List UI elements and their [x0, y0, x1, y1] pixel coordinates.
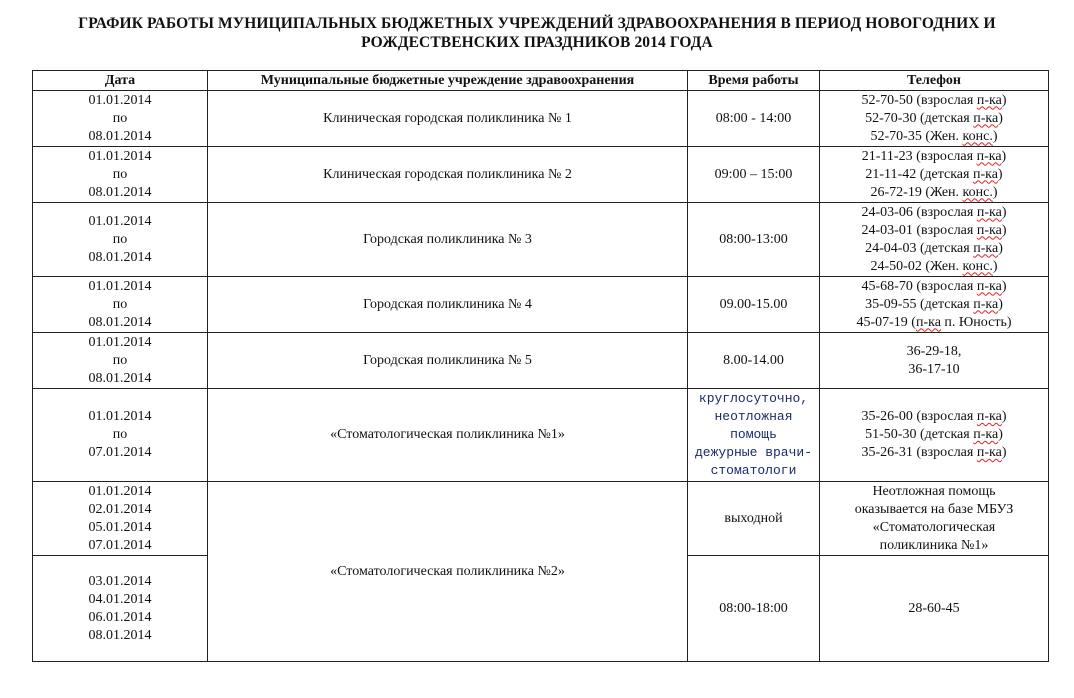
hours-cell: 09.00-15.00	[688, 277, 820, 333]
phone-line: 35-26-31 (взрослая п-ка)	[861, 445, 1007, 460]
table-row	[33, 333, 1049, 389]
phone-cell	[820, 277, 1049, 333]
table-header-row	[33, 71, 1049, 91]
hours-cell: 09:00 – 15:00	[688, 147, 820, 203]
document-title	[0, 14, 1074, 52]
phone-cell	[820, 389, 1049, 482]
hours-cell: 08:00-13:00	[688, 203, 820, 277]
hours-cell: 08:00 - 14:00	[688, 91, 820, 147]
header-institution: Муниципальные бюджетные учреждение здравоохранения	[208, 71, 688, 91]
phone-cell	[820, 147, 1049, 203]
phone-line: 52-70-50 (взрослая п-ка)	[861, 92, 1007, 108]
date-cell: 01.01.2014 02.01.2014 05.01.2014 07.01.2014	[33, 482, 208, 556]
title-line-2: РОЖДЕСТВЕНСКИХ ПРАЗДНИКОВ 2014 ГОДА	[361, 34, 713, 51]
hours-cell: выходной	[688, 482, 820, 556]
institution-cell: «Стоматологическая поликлиника №1»	[208, 389, 688, 482]
phone-line: 45-68-70 (взрослая п-ка)	[861, 278, 1007, 294]
phone-line: 51-50-30 (детская п-ка)	[865, 427, 1003, 442]
institution-cell: Городская поликлиника № 5	[208, 333, 688, 389]
header-phone: Телефон	[820, 71, 1049, 91]
phone-cell	[820, 91, 1049, 147]
institution-cell: Клиническая городская поликлиника № 1	[208, 91, 688, 147]
table-row	[33, 203, 1049, 277]
phone-line: 24-03-06 (взрослая п-ка)	[861, 204, 1007, 220]
phone-cell	[820, 203, 1049, 277]
table-row	[33, 482, 1049, 556]
header-date: Дата	[33, 71, 208, 91]
hours-cell: 8.00-14.00	[688, 333, 820, 389]
table-row	[33, 91, 1049, 147]
date-cell: 01.01.2014 по 08.01.2014	[33, 277, 208, 333]
phone-cell: Неотложная помощь оказывается на базе МБУЗ «Стоматологическая поликлиника №1»	[820, 482, 1049, 556]
phone-line: 35-09-55 (детская п-ка)	[865, 296, 1003, 312]
hours-cell: 08:00-18:00	[688, 556, 820, 662]
hours-cell: круглосуточно, неотложная помощь дежурные врачи- стоматологи	[688, 389, 820, 482]
institution-cell: «Стоматологическая поликлиника №2»	[208, 482, 688, 662]
schedule-table	[32, 70, 1049, 662]
date-cell: 01.01.2014 по 07.01.2014	[33, 389, 208, 482]
title-line-1: ГРАФИК РАБОТЫ МУНИЦИПАЛЬНЫХ БЮДЖЕТНЫХ УЧРЕЖДЕНИЙ ЗДРАВООХРАНЕНИЯ В ПЕРИОД НОВОГОДНИХ И	[78, 15, 996, 32]
phone-line: 21-11-23 (взрослая п-ка)	[861, 148, 1007, 164]
phone-line: 24-04-03 (детская п-ка)	[865, 240, 1003, 256]
phone-line: 45-07-19 (п-ка п. Юность)	[856, 314, 1012, 330]
date-cell: 01.01.2014 по 08.01.2014	[33, 91, 208, 147]
phone-line: 21-11-42 (детская п-ка)	[865, 166, 1003, 182]
date-cell: 01.01.2014 по 08.01.2014	[33, 147, 208, 203]
date-cell: 03.01.2014 04.01.2014 06.01.2014 08.01.2014	[33, 556, 208, 662]
phone-line: 52-70-30 (детская п-ка)	[865, 110, 1003, 126]
table-row	[33, 389, 1049, 482]
phone-line: 24-03-01 (взрослая п-ка)	[861, 222, 1007, 238]
table-row	[33, 147, 1049, 203]
phone-cell: 28-60-45	[820, 556, 1049, 662]
date-cell: 01.01.2014 по 08.01.2014	[33, 203, 208, 277]
institution-cell: Городская поликлиника № 4	[208, 277, 688, 333]
header-hours: Время работы	[688, 71, 820, 91]
phone-line: 52-70-35 (Жен. конс.)	[870, 128, 998, 144]
table-row	[33, 277, 1049, 333]
phone-line: 24-50-02 (Жен. конс.)	[870, 258, 998, 274]
phone-cell: 36-29-18, 36-17-10	[820, 333, 1049, 389]
phone-line: 35-26-00 (взрослая п-ка)	[861, 409, 1007, 424]
institution-cell: Клиническая городская поликлиника № 2	[208, 147, 688, 203]
date-cell: 01.01.2014 по 08.01.2014	[33, 333, 208, 389]
institution-cell: Городская поликлиника № 3	[208, 203, 688, 277]
phone-line: 26-72-19 (Жен. конс.)	[870, 184, 998, 200]
